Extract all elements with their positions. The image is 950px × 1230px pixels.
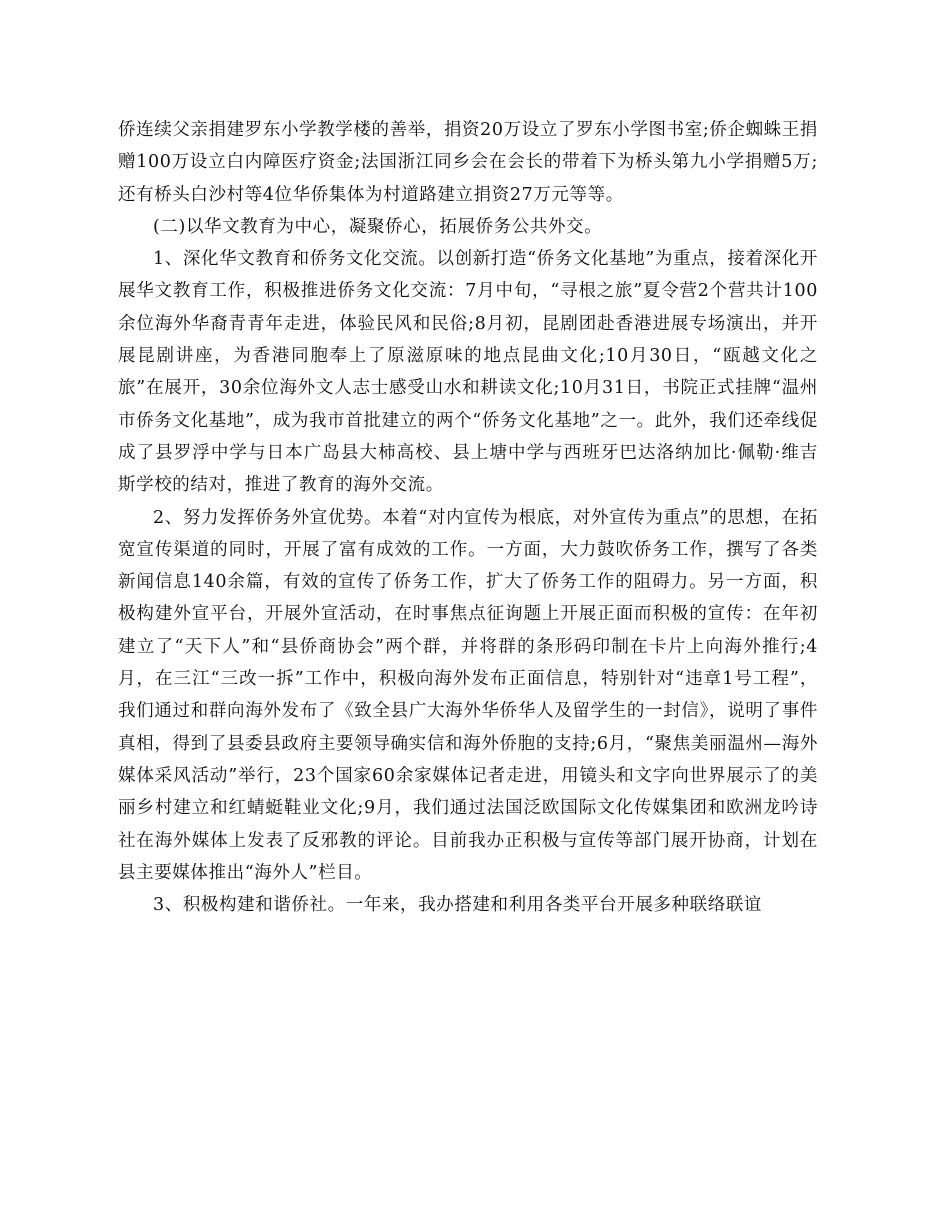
paragraph-continuation: 侨连续父亲捐建罗东小学教学楼的善举，捐资20万设立了罗东小学图书室;侨企蜘蛛王捐赠100万设立白内障医疗资金;法国浙江同乡会在会长的带着下为桥头第九小学捐赠5万;还有桥头白沙村等4位华侨集体为村道路建立捐资27万元等等。 [118, 120, 818, 205]
section-heading-2: (二)以华文教育为中心，凝聚侨心，拓展侨务公共外交。 [153, 216, 603, 237]
paragraph-item-2: 2、努力发挥侨务外宣优势。本着“对内宣传为根底，对外宣传为重点”的思想，在拓宽宣传渠道的同时，开展了富有成效的工作。一方面，大力鼓吹侨务工作，撰写了各类新闻信息140余篇，有效的宣传了侨务工作，扩大了侨务工作的阻碍力。另一方面，积极构建外宣平台，开展外宣活动，在时事焦点征询题上开展正面而积极的宣传：在年初建立了“天下人”和“县侨商协会”两个群，并将群的条形码印制在卡片上向海外推行;4月，在三江“三改一拆”工作中，积极向海外发布正面信息，特别针对“违章1号工程”，我们通过和群向海外发布了《致全县广大海外华侨华人及留学生的一封信》，说明了事件真相，得到了县委县政府主要领导确实信和海外侨胞的支持;6月，“聚焦美丽温州—海外媒体采风活动”举行，23个国家60余家媒体记者走进，用镜头和文字向世界展示了的美丽乡村建立和红蜻蜓鞋业文化;9月，我们通过法国泛欧国际文化传媒集团和欧洲龙吟诗社在海外媒体上发表了反邪教的评论。目前我办正积极与宣传等部门展开协商，计划在县主要媒体推出“海外人”栏目。 [118, 507, 818, 883]
paragraph-item-3: 3、积极构建和谐侨社。一年来，我办搭建和利用各类平台开展多种联络联谊 [153, 895, 763, 916]
paragraph-item-1: 1、深化华文教育和侨务文化交流。以创新打造“侨务文化基地”为重点，接着深化开展华文教育工作，积极推进侨务文化交流：7月中旬，“寻根之旅”夏令营2个营共计100余位海外华裔青青年走进，体验民风和民俗;8月初，昆剧团赴香港进展专场演出，并开展昆剧讲座，为香港同胞奉上了原滋原味的地点昆曲文化;10月30日，“瓯越文化之旅”在展开，30余位海外文人志士感受山水和耕读文化;10月31日，书院正式挂牌“温州市侨务文化基地”，成为我市首批建立的两个“侨务文化基地”之一。此外，我们还牵线促成了县罗浮中学与日本广岛县大柿高校、县上塘中学与西班牙巴达洛纳加比·佩勒·维吉斯学校的结对，推进了教育的海外交流。 [118, 249, 818, 496]
document-body [118, 114, 818, 921]
